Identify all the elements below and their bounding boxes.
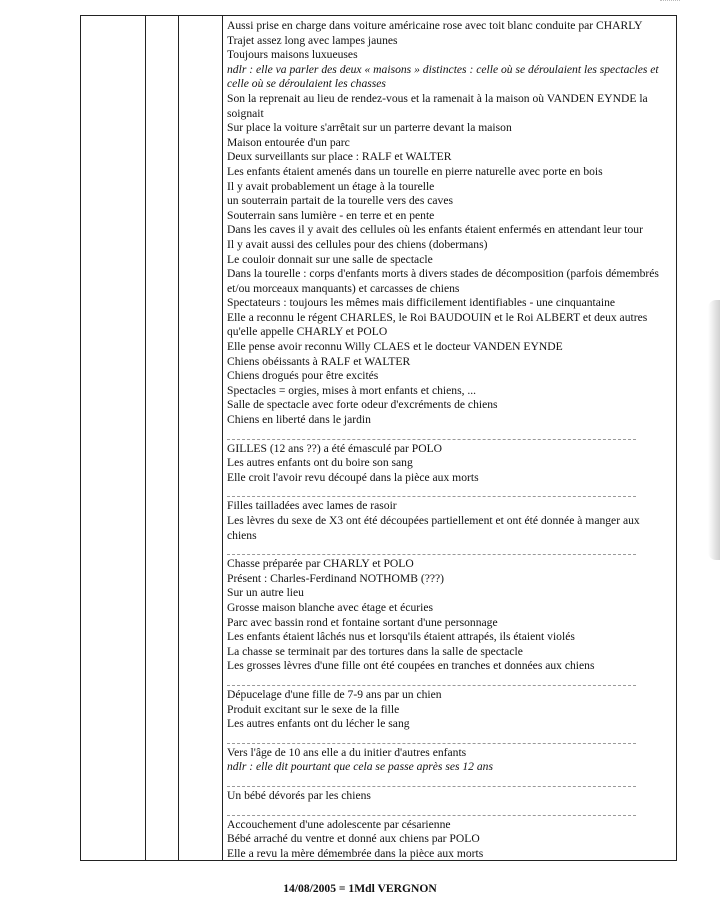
block-separator [227,429,636,440]
text-line: Sur un autre lieu [227,586,304,600]
text-line: Grosse maison blanche avec étage et écuries [227,600,434,614]
text-line: Vers l'âge de 10 ans elle a du initier d'autres enfants [227,745,467,759]
text-line: Souterrain sans lumière - en terre et en pente [227,208,435,222]
text-line: Les autres enfants ont du boire son sang [227,456,413,470]
text-line: Salle de spectacle avec forte odeur d'excréments de chiens [227,398,498,412]
text-line: Chiens en liberté dans le jardin [227,413,371,427]
text-line: La chasse se terminait par des tortures dans la salle de spectacle [227,644,523,658]
table-column-1 [81,16,146,860]
block-separator [227,544,636,555]
text-line: Maison entourée d'un parc [227,135,350,149]
text-line: Il y avait aussi des cellules pour des chiens (dobermans) [227,237,488,251]
text-line: Chiens drogués pour être excités [227,369,379,383]
text-line: Spectateurs : toujours les mêmes mais difficilement identifiables - une cinquantaine [227,296,616,310]
table-column-2 [146,16,179,860]
table-column-3 [179,16,223,860]
document-table [80,15,677,861]
text-line: Dépucelage d'une fille de 7-9 ans par un chien [227,687,442,701]
block-separator [227,486,636,497]
table-column-content [223,16,676,860]
text-line: Un bébé dévorés par les chiens [227,788,371,802]
text-line: Dans les caves il y avait des cellules où les enfants étaient enfermés en attendant leur tour [227,223,643,237]
text-line: Chiens obéissants à RALF et WALTER [227,354,411,368]
text-line: Les enfants étaient amenés dans un tourelle en pierre naturelle avec porte en bois [227,164,603,178]
text-block [227,789,672,804]
text-line: Présent : Charles-Ferdinand NOTHOMB (???) [227,571,445,585]
text-line: Spectacles = orgies, mises à mort enfants et chiens, ... [227,383,477,397]
text-block [227,557,672,674]
text-block [227,499,672,543]
text-block [227,19,672,428]
text-line: un souterrain partait de la tourelle vers des caves [227,194,453,208]
text-line: Son la reprenait au lieu de rendez-vous et la ramenait à la maison où VANDEN EYNDE la soignait [227,91,648,120]
block-separator [227,733,636,744]
scroll-edge-shadow [708,300,720,560]
text-block [227,818,672,862]
text-line: Sur place la voiture s'arrêtait sur un parterre devant la maison [227,121,512,135]
editor-note-line: ndlr : elle dit pourtant que cela se passe après ses 12 ans [227,760,493,774]
text-block [227,688,672,732]
text-line: GILLES (12 ans ??) a été émasculé par POLO [227,441,443,455]
text-line: Le couloir donnait sur une salle de spectacle [227,252,433,266]
text-line: Elle a revu la mère démembrée dans la pièce aux morts [227,846,484,860]
block-separator [227,675,636,686]
text-line: Les autres enfants ont du lécher le sang [227,717,410,731]
text-block [227,746,672,775]
text-line: Filles tailladées avec lames de rasoir [227,499,397,513]
text-line: Les enfants étaient lâchés nus et lorsqu'ils étaient attrapés, ils étaient violés [227,630,575,644]
text-line: Il y avait probablement un étage à la tourelle [227,179,435,193]
text-line: Dans la tourelle : corps d'enfants morts à divers stades de décomposition (parfois démembrés et/ou morceaux manquants) et carcasses de chiens [227,267,659,295]
text-line: Accouchement d'une adolescente par césarienne [227,817,451,831]
text-line: Produit excitant sur le sexe de la fille [227,702,400,716]
text-block [227,442,672,486]
text-line: Aussi prise en charge dans voiture américaine rose avec toit blanc conduite par CHARLY [227,19,643,32]
page-edge-marks [660,0,680,3]
text-line: Parc avec bassin rond et fontaine sortant d'une personnage [227,615,498,629]
block-separator [227,805,636,816]
block-separator [227,776,636,787]
text-line: Les lèvres du sexe de X3 ont été découpées partiellement et ont été donnée à manger aux chiens [227,514,640,542]
text-line: Toujours maisons luxueuses [227,48,358,62]
text-line: Deux surveillants sur place : RALF et WALTER [227,150,452,164]
footer-date-reference: 14/08/2005 = 1Mdl VERGNON [283,882,437,895]
text-line: Elle croit l'avoir revu découpé dans la pièce aux morts [227,470,479,484]
editor-note-line: ndlr : elle va parler des deux « maisons » distinctes : celle où se déroulaient les spectacles et celle où se déroulaient les chasses [227,62,659,91]
text-line: Trajet assez long avec lampes jaunes [227,33,398,47]
text-line: Bébé arraché du ventre et donné aux chiens par POLO [227,832,480,846]
text-line: Chasse préparée par CHARLY et POLO [227,557,414,571]
text-line: Elle pense avoir reconnu Willy CLAES et le docteur VANDEN EYNDE [227,340,563,354]
text-line: Elle a reconnu le régent CHARLES, le Roi BAUDOUIN et le Roi ALBERT et deux autres qu'elle appelle CHARLY et POLO [227,310,648,339]
text-line: Les grosses lèvres d'une fille ont été coupées en tranches et données aux chiens [227,659,595,673]
